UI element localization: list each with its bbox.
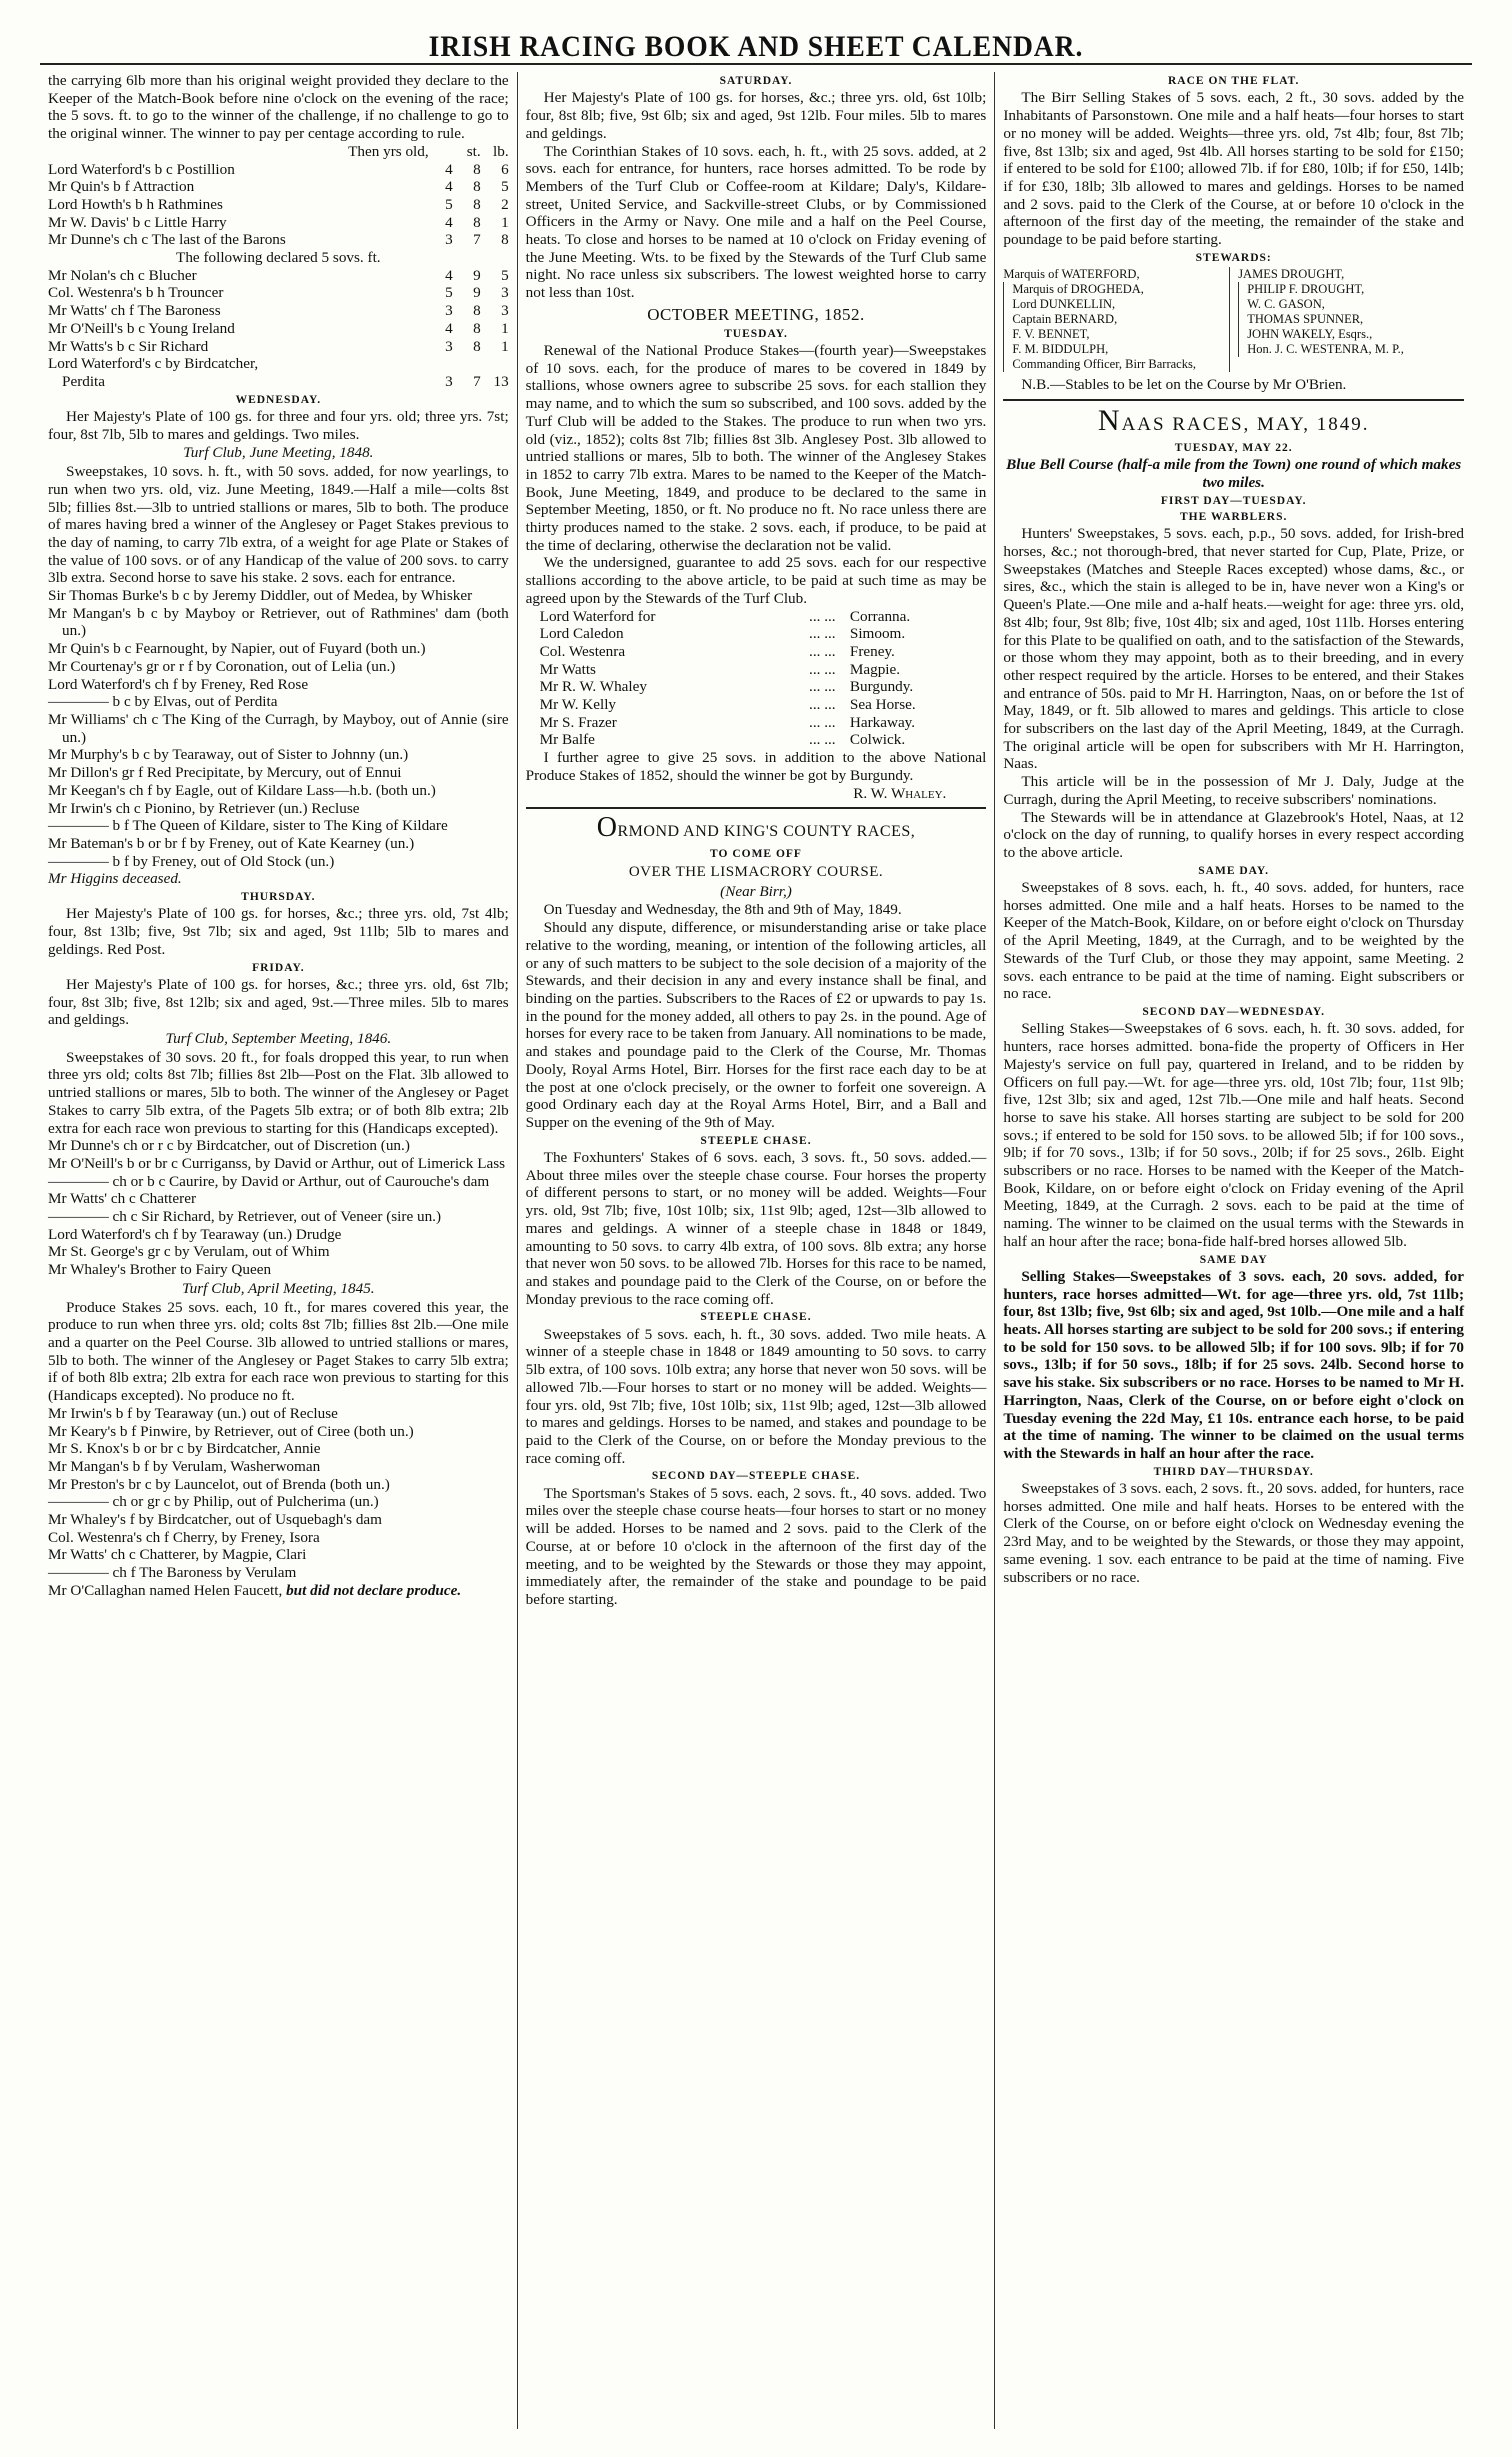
course-note: Blue Bell Course (half-a mile from the Town) one round of which makes two miles. [1006, 456, 1462, 491]
steward-name: F. V. BENNET, [1003, 327, 1229, 342]
list-item: ———— b f The Queen of Kildare, sister to The King of Kildare [48, 817, 448, 835]
table-row: Lord Howth's b h Rathmines 5 8 2 [48, 195, 509, 213]
table-row: Mr W. Davis' b c Little Harry 4 8 1 [48, 213, 509, 231]
column-3 [994, 72, 1472, 2429]
stewards-right [1229, 267, 1464, 372]
section-heading: TO COME OFF [710, 847, 802, 860]
paragraph: Her Majesty's Plate of 100 gs. for horses, &c.; three yrs. old, 6st 7lb; four, 8st 3lb; five, 8st 12lb; six and aged, 9st.—Three miles. 5lb to mares and geldings. [48, 975, 509, 1029]
steward-name: W. C. GASON, [1238, 297, 1464, 312]
steward-name: Captain BERNARD, [1003, 312, 1229, 327]
paragraph: The Sportsman's Stakes of 5 sovs. each, 2 sovs. ft., 40 sovs. added. Two miles over the steeple chase course heats—four horses to start or no money will be added. Horses to be named and 2 sovs. paid to the Clerk of the Course, at or before 10 o'clock in the afternoon of the first day of the meeting, and to be weighted by the Stewards or those they may appoint, immediately after, the remainder of the stake and poundage to be paid before starting. [525, 1484, 987, 1608]
guarantors-table [526, 608, 987, 750]
list-item: Mr Bateman's b or br f by Freney, out of Kate Kearney (un.) [48, 834, 415, 852]
section-heading: SAME DAY [1199, 1253, 1268, 1266]
section-heading: FIRST DAY—TUESDAY. [1160, 494, 1307, 507]
list-item: ———— ch or b c Caurire, by David or Arthur, out of Caurouche's dam [48, 1172, 490, 1190]
list-item: Mr Keegan's ch f by Eagle, out of Kildare Lass—h.b. (both un.) [48, 781, 436, 799]
entries-list-2 [48, 1137, 509, 1279]
entries-list-1 [48, 587, 509, 870]
leader-dots: ... ... [809, 625, 836, 643]
paragraph: Selling Stakes—Sweepstakes of 6 sovs. each, h. ft. 30 sovs. added, for hunters, race horses admitted. bona-fide the property of Officers in Her Majesty's service on full pay, quartered in Ireland, and to be ridden by Officers on full pay.—Wt. for age—three yrs. old, 10st 7lb; four, 11st 9lb; five, 12st 3lb; six and aged, 12st 7lb.—One mile and half heats. Second horse to save his stake. All horses starting are subject to be sold for 200 sovs.; if entered to be sold for 150 sovs. to be allowed 5lb; if for 100 sovs., 9lb; if for 70 sovs., 13lb; if for 50 sovs., 20lb; if for 25 sovs., 26lb. Eight subscribers or no race. Horses to be named with the Keeper of the Match-Book, Kildare, on or before eight o'clock on Friday evening of the April Meeting, 1849, at the Curragh. 2 sovs. each to be paid at the time of naming. The winner to be claimed on the usual terms with the Stewards in half an hour after the race; bona-fide half-bred horses allowed 5lb. [1003, 1020, 1465, 1250]
steward-name: Marquis of WATERFORD, [1003, 267, 1140, 282]
list-item: Mr Williams' ch c The King of the Curragh, by Mayboy, out of Annie (sire un.) [48, 711, 509, 746]
paragraph: Her Majesty's Plate of 100 gs. for three and four yrs. old; three yrs. 7st; four, 8st 7lb, 5lb to mares and geldings. Two miles. [48, 408, 509, 443]
paragraph: Her Majesty's Plate of 100 gs. for horses, &c.; three yrs. old, 6st 10lb; four, 8st 8lb; five, 9st 6lb; six and aged, 9st 12lb. Four miles. 5lb to mares and geldings. [525, 89, 987, 142]
list-item: Mr St. George's gr c by Verulam, out of Whim [48, 1243, 330, 1261]
list-item: Mr Whaley's f by Birdcatcher, out of Usquebagh's dam [48, 1511, 382, 1529]
paragraph: N.B.—Stables to be let on the Course by Mr O'Brien. [1021, 376, 1347, 394]
section-heading: SATURDAY. [719, 75, 793, 87]
leader-dots: ... ... [809, 713, 836, 731]
leader-dots: ... ... [809, 660, 836, 678]
section-heading: THIRD DAY—THURSDAY. [1153, 1465, 1314, 1478]
subheading: Turf Club, September Meeting, 1846. [165, 1030, 392, 1048]
paragraph: Her Majesty's Plate of 100 gs. for horses, &c.; three yrs. old, 7st 4lb; four, 8st 13lb; five, 9st 7lb; six and aged, 9st 11lb; 5lb to mares and geldings. Red Post. [48, 905, 509, 958]
paragraph: Hunters' Sweepstakes, 5 sovs. each, p.p., 50 sovs. added, for Irish-bred horses, &c.; not thorough-bred, that never started for Cup, Plate, Prize, or Sweepstakes (Matches and Steeple Races excepted) whose dams, &c., or sires, &c., which the stain is alleged to be in, have never won a King's or Queen's Plate.—One mile and a-half heats.—weight for age: three yrs. old, 8st 4lb; four, 9st 8lb; five, 10st 4lb; six and aged, 10st 11lb. Horses entering for this Plate to be qualified on oath, and to the satisfaction of the Stewards, or those whom they may appoint, both as to their breeding, and in every other respect required by the article. Horses to be entered, and their Stakes and entrance of 50s. paid to Mr H. Harrington, Naas, on or before the 1st of May, 1849, or ft. 5lb allowed to mares and geldings. This article to close for subscribers on the last day of the April Meeting, 1849, at the Curragh. The original article will be open for subscribers with Mr H. Harrington, Naas. [1003, 525, 1465, 773]
note: Mr Higgins deceased. [48, 870, 182, 888]
table-row: Col. Westenra ... ... Freney. [539, 642, 895, 660]
section-heading: STEWARDS: [1195, 251, 1272, 264]
list-item: Mr Courtenay's gr or r f by Coronation, out of Lelia (un.) [48, 657, 396, 675]
paragraph: We the undersigned, guarantee to add 25 sovs. each for our respective stallions according to the above article, to be paid at such time as may be agreed upon by the Stewards of the Turf Club. [525, 554, 987, 607]
signature: R. W. Whaley. [853, 784, 947, 802]
section-heading: RACE ON THE FLAT. [1167, 75, 1300, 87]
list-item: Mr Watts' ch c Chatterer, by Magpie, Clari [48, 1546, 307, 1564]
list-item: ———— b c by Elvas, out of Perdita [48, 693, 278, 711]
page-title: IRISH RACING BOOK AND SHEET CALENDAR. [428, 30, 1084, 63]
table-row: Mr Dunne's ch c The last of the Barons 3 7 8 [48, 231, 509, 249]
list-item: Mr Dunne's ch or r c by Birdcatcher, out of Discretion (un.) [48, 1137, 410, 1155]
paragraph: This article will be in the possession of Mr J. Daly, Judge at the Curragh, during the April Meeting, to receive subscribers' nominations. [1003, 773, 1465, 808]
section-rule [526, 807, 987, 809]
table-row: Mr W. Kelly ... ... Sea Horse. [539, 696, 916, 714]
steward-name: F. M. BIDDULPH, [1003, 342, 1229, 357]
title-rule [40, 63, 1472, 65]
list-item: Mr Whaley's Brother to Fairy Queen [48, 1261, 272, 1279]
paragraph: Sweepstakes, 10 sovs. h. ft., with 50 sovs. added, for now yearlings, to run when two yrs. old, viz. June Meeting, 1849.—Half a mile—colts 8st 5lb; fillies 8st.—3lb to untried stallions or mares, 5lb to both. The produce of mares having bred a winner of the Anglesey or Paget Stakes previous to the day of naming, to carry 7lb extra, of a weight for age Plate or Stakes of the value of 100 sovs. or of any Handicap of the value of 200 sovs. to carry 3lb extra. Second horse to save his stake. 2 sovs. each for entrance. [48, 463, 509, 587]
section-heading: TUESDAY, MAY 22. [1174, 441, 1293, 454]
table-row: Lord Waterford for ... ... Corranna. [539, 607, 911, 625]
subheading: Turf Club, April Meeting, 1845. [182, 1279, 375, 1297]
table-header-row [48, 143, 509, 161]
paragraph: Should any dispute, difference, or misunderstanding arise or take place relative to the wording, meaning, or intention of the following articles, all or any of such matters to be subject to the sole decision of a majority of the Stewards, and their decision in any and every instance shall be final, and binding on the parties. Subscribers to the Races of £2 or upwards to pay 1s. in the pound for the money added, all others to pay 2s. in the pound. Age of horses for every race to be taken from January. All nominations to be made, and stakes and poundage paid to the Clerk of the Course, Mr. Thomas Dooly, Royal Arms Hotel, Birr. Horses for the first race each day to be at the post at one o'clock precisely, or the owner to forfeit one sovereign. A good Ordinary each day at the Royal Arms Hotel, Birr, and a Ball and Supper on the evening of the 9th of May. [525, 919, 987, 1131]
table-row: Mr Watts's b c Sir Richard 3 8 1 [48, 337, 509, 355]
paragraph: Sweepstakes of 5 sovs. each, h. ft., 30 sovs. added. Two mile heats. A winner of a steeple chase in 1848 or 1849 amounting to 50 sovs. to carry 5lb extra, of 100 sovs. 10lb extra; any horse that never won 50 sovs. will be allowed 7lb.—Four horses to start or no money will be added. Weights—four yrs. old, 9st 7lb; five, 10st 10lb; six, 11st 9lb; aged, 12st—3lb allowed to mares and geldings. Horses to be named, and stakes and poundage to be paid to the Clerk of the Course, on or before the Monday previous to the race coming off. [525, 1325, 987, 1467]
declared-note: The following declared 5 sovs. ft. [176, 249, 381, 267]
paragraph: the carrying 6lb more than his original weight provided they declare to the Keeper of the Match-Book before nine o'clock on the evening of the race; the 5 sovs. ft. to go to the winner of the challenge, if no challenge to go to the original winner. The winner to pay per centage according to rule. [48, 72, 509, 143]
columns [40, 72, 1472, 2429]
paragraph: The Foxhunters' Stakes of 6 sovs. each, 3 sovs. ft., 50 sovs. added.—About three miles over the steeple chase course. Four horses the property of different persons to start, or no money will be added. Weights—Four yrs. old, 9st 7lb; five, 10st 10lb; six, 11st 9lb; aged, 12st—3lb allowed to mares and geldings. A winner of a steeple chase in 1848 or 1849, amounting to 50 sovs. to carry 4lb extra, of 100 sovs. 8lb extra; any horse that never won 50 sovs. to be allowed 7lb. Horses for this race to be named, and stakes and poundage paid to the Clerk of the Course, on or before the Monday previous to the race coming off. [525, 1149, 987, 1308]
list-item: Mr Quin's b c Fearnought, by Napier, out of Fuyard (both un.) [48, 640, 426, 658]
list-item: Mr O'Neill's b or br c Curriganss, by David or Arthur, out of Limerick Lass [48, 1154, 506, 1172]
table-row: Mr O'Neill's b c Young Ireland 4 8 1 [48, 319, 509, 337]
entries-table-3 [48, 267, 509, 356]
steward-name: Marquis of DROGHEDA, [1003, 282, 1229, 297]
list-item: ———— b f by Freney, out of Old Stock (un.) [48, 852, 335, 870]
entries-table-1 [48, 143, 509, 161]
list-item: ———— ch or gr c by Philip, out of Pulcherima (un.) [48, 1493, 379, 1511]
table-row: Mr Quin's b f Attraction 4 8 5 [48, 178, 509, 196]
leader-dots: ... ... [809, 607, 836, 625]
paragraph: Sweepstakes of 8 sovs. each, h. ft., 40 sovs. added, for hunters, race horses admitted. One mile and a half heats. Horses to be named to the Keeper of the Match-Book, Kildare, on or before eight o'clock on Thursday of the April Meeting, 1849, at the Curragh, and to be weighted by the Stewards of the Turf Club, or those they may appoint, same Meeting. 2 sovs. each entrance to be paid at the time of naming. Eight subscribers or no race. [1003, 879, 1465, 1003]
section-heading: SAME DAY. [1198, 864, 1270, 877]
table-row: Lord Waterford's b c Postillion 4 8 6 [48, 160, 509, 178]
paragraph: The Stewards will be in attendance at Glazebrook's Hotel, Naas, at 12 o'clock on the day of running, to qualify horses in every respect according to the above article. [1003, 808, 1465, 861]
section-heading: TUESDAY. [724, 327, 788, 340]
column-1 [40, 72, 517, 2429]
list-item: Mr Mangan's b f by Verulam, Washerwoman [48, 1457, 321, 1475]
paragraph: Sweepstakes of 30 sovs. 20 ft., for foals dropped this year, to run when three yrs old; colts 8st 7lb; fillies 8st 2lb—Post on the Flat. 3lb allowed to untried stallions or mares, 5lb to both. The winner of the Anglesey or Paget Stakes to carry 5lb extra, of the Pagets 5lb extra; or of both 8lb extra; 2lb extra for each race won previous to starting for this (Handicaps excepted). [48, 1048, 509, 1137]
list-item: Mr Murphy's b c by Tearaway, out of Sister to Johnny (un.) [48, 746, 409, 764]
paragraph: Produce Stakes 25 sovs. each, 10 ft., for mares covered this year, the produce to run when three yrs. old; colts 8st 7lb; fillies 8st 2lb.—One mile and a quarter on the Peel Course. 3lb allowed to untried stallions or mares, 5lb to both. The winner of the Anglesey or Paget Stakes to carry 5lb extra; if of both 8lb extra; 2lb extra for each race won previous to starting for this (Handicaps excepted). No produce no ft. [48, 1298, 509, 1405]
steward-name: Hon. J. C. WESTENRA, M. P., [1238, 342, 1464, 357]
meeting-title: OCTOBER MEETING, 1852. [647, 304, 865, 324]
entries-table-4 [48, 373, 509, 391]
lb-header: lb. [493, 142, 509, 160]
section-heading: SECOND DAY—STEEPLE CHASE. [651, 1470, 861, 1483]
entry-line: Lord Waterford's c by Birdcatcher, [48, 355, 259, 373]
subheading: Turf Club, June Meeting, 1848. [183, 444, 374, 462]
course-name: OVER THE LISMACRORY COURSE. [628, 864, 884, 881]
section-heading: WEDNESDAY. [235, 393, 322, 406]
paragraph: Sweepstakes of 3 sovs. each, 2 sovs. ft., 20 sovs. added, for hunters, race horses admitted. One mile and half heats. Horses to be entered with the Clerk of the Course, on or before eight o'clock on Wednesday evening the 23rd May, and to be weighted by the Stewards, or those they may appoint, same evening. 1 sov. each entrance to be paid at the time of naming. Five subscribers or no race. [1003, 1480, 1465, 1586]
list-item: Lord Waterford's ch f by Tearaway (un.) Drudge [48, 1225, 342, 1243]
steward-name: JAMES DROUGHT, [1238, 267, 1345, 282]
paragraph: I further agree to give 25 sovs. in addition to the above National Produce Stakes of 1852, should the winner be got by Burgundy. [525, 749, 987, 784]
stewards-list [1003, 267, 1464, 372]
list-item: Sir Thomas Burke's b c by Jeremy Diddler, out of Medea, by Whisker [48, 587, 473, 605]
age-header: Then yrs old, [348, 142, 429, 160]
table-row: Mr S. Frazer ... ... Harkaway. [539, 713, 916, 731]
paragraph: Renewal of the National Produce Stakes—(fourth year)—Sweepstakes of 10 sovs. each, for the produce of mares to be covered in 1849 by stallions, whose owners agree to subscribe 25 sovs. for each stallion they may name, and to which the sum so subscribed, and 100 sovs. added by the Turf Club will be added to the Stakes. The produce to run when two yrs. old (viz., 1852); colts 8st 7lb; fillies 8st 3lb. Anglesey Post. 3lb allowed to untried stallions or mares, 5lb to both. The winner of the Anglesey Stakes in 1852 to carry 7lb extra. Mares to be named to the Keeper of the Match-Book, June Meeting, 1849, and produce to be declared to the same in September Meeting, 1850, or ft. No produce no ft. No race unless there are thirty produces named to the stake. 2 sovs. each, if produce, to be paid at the time of declaring, otherwise the declaration not be valid. [525, 342, 987, 554]
table-row: Mr Watts ... ... Magpie. [539, 660, 901, 678]
section-heading: STEEPLE CHASE. [700, 1134, 812, 1147]
list-item: Mr Mangan's b c by Mayboy or Retriever, out of Rathmines' dam (both un.) [48, 604, 509, 640]
table-row: Lord Caledon ... ... Simoom. [539, 625, 906, 643]
table-row: Mr Watts' ch f The Baroness 3 8 3 [48, 302, 509, 320]
list-item: Mr Irwin's ch c Pionino, by Retriever (un.) Recluse [48, 799, 360, 817]
list-item: Mr Watts' ch c Chatterer [48, 1190, 196, 1208]
leader-dots: ... ... [809, 731, 836, 749]
list-item: Mr Irwin's b f by Tearaway (un.) out of Recluse [48, 1404, 338, 1422]
entries-table-2 [48, 161, 509, 250]
steward-name: PHILIP F. DROUGHT, [1238, 282, 1464, 297]
section-heading: STEEPLE CHASE. [700, 1311, 812, 1324]
leader-dots: ... ... [809, 642, 836, 660]
table-row: Col. Westenra's b h Trouncer 5 9 3 [48, 284, 509, 302]
list-item: Col. Westenra's ch f Cherry, by Freney, Isora [48, 1528, 320, 1546]
table-row: Mr Balfe ... ... Colwick. [539, 731, 906, 749]
stewards-left [1003, 267, 1229, 372]
entries-list-3 [48, 1405, 509, 1582]
steward-name: THOMAS SPUNNER, [1238, 312, 1464, 327]
section-heading: SECOND DAY—WEDNESDAY. [1142, 1006, 1326, 1018]
leader-dots: ... ... [809, 678, 836, 696]
section-rule [1003, 399, 1464, 401]
paragraph: The Corinthian Stakes of 10 sovs. each, h. ft., with 25 sovs. added, at 2 sovs. each for entrance, for hunters, race horses admitted. To be rode by Members of the Turf Club or Coffee-room at Kildare; Daly's, Kildare-street, United Service, and Sackville-street Clubs, or by Commissioned Officers in the Army or Navy. One mile and a half on the Peel Course, heats. To close and horses to be named at 10 o'clock on Friday evening of the June Meeting. Wts. to be fixed by the Stewards of the Turf Club same night. No race unless six subscribers. The lowest weighted horse to carry not less than 10st. [525, 142, 987, 302]
races-title: NAAS RACES, MAY, 1849. [1097, 403, 1370, 437]
list-item: Mr Keary's b f Pinwire, by Retriever, out of Ciree (both un.) [48, 1422, 414, 1440]
steward-name: JOHN WAKELY, Esqrs., [1238, 327, 1464, 342]
steward-name: Commanding Officer, Birr Barracks, [1003, 357, 1229, 372]
paragraph: The Birr Selling Stakes of 5 sovs. each, 2 ft., 30 sovs. added by the Inhabitants of Parsonstown. One mile and a half heats—four horses to start or no money will be added. Weights—three yrs. old, 7st 4lb; four, 8st 7lb; five, 8st 13lb; six and aged, 9st 4lb. All horses starting to be sold for £150; if entered to be sold for £100; allowed 7lb. if for £80, 10lb; if for £50, 14lb; if for £30, 18lb; 3lb allowed to mares and geldings. Horses to be named and 2 sovs. paid to the Clerk of the Course, at or before 10 o'clock in the afternoon of the first day of the meeting, the remainder of the stake and poundage to be paid before starting. [1003, 89, 1465, 249]
section-heading: FRIDAY. [252, 961, 305, 974]
paragraph: Selling Stakes—Sweepstakes of 3 sovs. each, 20 sovs. added, for hunters, race horses admitted—Wt. for age—three yrs. old, 7st 11lb; four, 8st 13lb; five, 9st 6lb; six and aged, 9st 10lb.—One mile and a half heats. All horses starting are subject to be sold for 200 sovs.; if entering to be sold for 150 sovs. to be allowed 5lb; if for 100 sovs. 9lb; if for 70 sovs., 13lb; if for 50 sovs., 18lb; if for 25 sovs. 24lb. Second horse to save his stake. Six subscribers or no race. Horses to be named to Mr H. Harrington, Naas, Clerk of the Course, on or before eight o'clock on Tuesday evening the 22d May, £1 10s. entrance each horse, to be paid at the time of naming. The winner to be claimed on the usual terms with the Stewards in half an hour after the race. [1003, 1267, 1465, 1462]
closing-note: Mr O'Callaghan named Helen Faucett, but did not declare produce. [48, 1581, 462, 1599]
paragraph: On Tuesday and Wednesday, the 8th and 9th of May, 1849. [543, 901, 902, 919]
races-title: ORMOND AND KING'S COUNTY RACES, [596, 812, 916, 844]
table-row: Mr Nolan's ch c Blucher 4 9 5 [48, 266, 509, 284]
list-item: Mr Dillon's gr f Red Precipitate, by Mercury, out of Ennui [48, 764, 402, 782]
leader-dots: ... ... [809, 696, 836, 714]
column-2 [517, 72, 995, 2429]
list-item: ———— ch f The Baroness by Verulam [48, 1564, 297, 1582]
st-header: st. [466, 142, 481, 160]
section-heading: THE WARBLERS. [1179, 510, 1288, 523]
list-item: Mr Preston's br c by Launcelot, out of Brenda (both un.) [48, 1475, 390, 1493]
steward-name: Lord DUNKELLIN, [1003, 297, 1229, 312]
list-item: ———— ch c Sir Richard, by Retriever, out of Veneer (sire un.) [48, 1208, 442, 1226]
subheading: (Near Birr,) [720, 882, 792, 900]
list-item: Mr S. Knox's b or br c by Birdcatcher, Annie [48, 1440, 321, 1458]
list-item: Lord Waterford's ch f by Freney, Red Rose [48, 675, 309, 693]
table-row: Perdita 3 7 13 [62, 372, 509, 390]
section-heading: THURSDAY. [241, 891, 316, 904]
table-row: Mr R. W. Whaley ... ... Burgundy. [539, 678, 914, 696]
